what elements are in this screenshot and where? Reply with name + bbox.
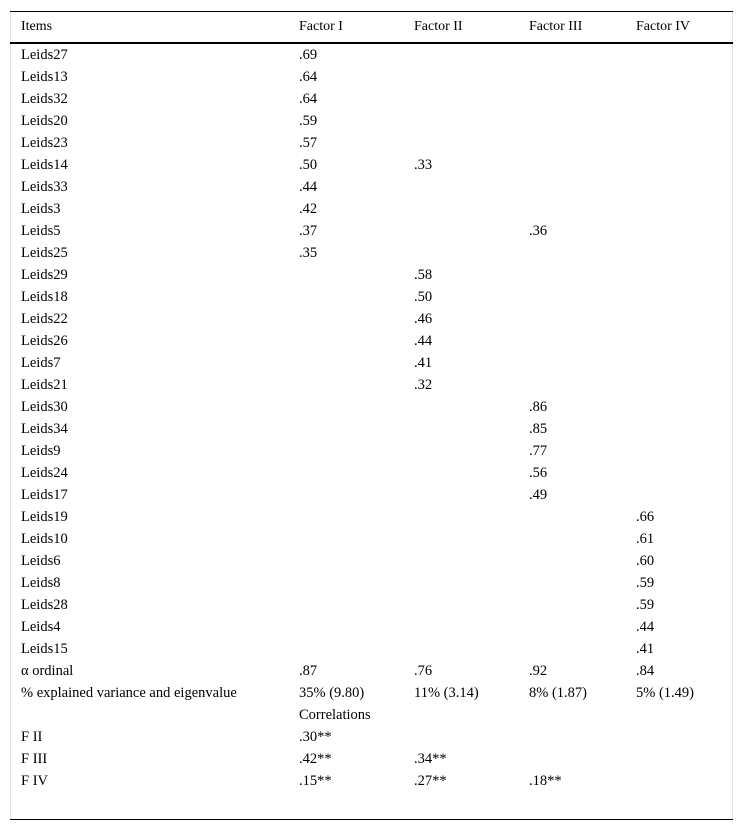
cell-factor-1: .42** [299, 751, 332, 767]
cell-item: α ordinal [21, 663, 74, 679]
cell-factor-4: .41 [636, 641, 655, 657]
cell-item: Leids22 [21, 311, 68, 327]
cell-item: Leids23 [21, 135, 68, 151]
cell-item: Leids14 [21, 157, 68, 173]
table-row [0, 506, 744, 528]
cell-factor-4: .59 [636, 597, 655, 613]
cell-item: Leids20 [21, 113, 68, 129]
cell-item: Leids26 [21, 333, 68, 349]
table-row [0, 264, 744, 286]
cell-factor-2: .50 [414, 289, 433, 305]
cell-item: Leids18 [21, 289, 68, 305]
table-row [0, 726, 744, 748]
cell-factor-1: .42 [299, 201, 318, 217]
cell-factor-4: .84 [636, 663, 655, 679]
cell-item: Leids3 [21, 201, 61, 217]
header-factor-4: Factor IV [636, 19, 691, 34]
table-row [0, 110, 744, 132]
cell-factor-2: .27** [414, 773, 447, 789]
cell-factor-1: .37 [299, 223, 318, 239]
cell-item: Leids10 [21, 531, 68, 547]
cell-factor-2: 11% (3.14) [414, 685, 479, 701]
table-row [0, 528, 744, 550]
cell-item: F II [21, 729, 43, 745]
table-row [0, 374, 744, 396]
header-factor-2: Factor II [414, 19, 463, 34]
cell-item: Leids30 [21, 399, 68, 415]
cell-factor-3: .49 [529, 487, 548, 503]
table-row [0, 418, 744, 440]
cell-item: Leids17 [21, 487, 68, 503]
cell-factor-2: .41 [414, 355, 433, 371]
cell-item: Leids28 [21, 597, 68, 613]
cell-factor-4: .66 [636, 509, 655, 525]
cell-item: Leids25 [21, 245, 68, 261]
table-header-row [0, 16, 744, 38]
cell-item: Leids27 [21, 47, 68, 63]
cell-factor-1: .64 [299, 69, 318, 85]
cell-factor-4: .59 [636, 575, 655, 591]
cell-factor-3: .56 [529, 465, 548, 481]
cell-item: Leids7 [21, 355, 61, 371]
table-row [0, 176, 744, 198]
cell-factor-1: Correlations [299, 707, 371, 723]
cell-item: Leids34 [21, 421, 68, 437]
table-row [0, 484, 744, 506]
table-bottom-rule [10, 819, 733, 820]
cell-factor-3: .92 [529, 663, 548, 679]
cell-factor-4: 5% (1.49) [636, 685, 694, 701]
table-row [0, 440, 744, 462]
table-row [0, 660, 744, 682]
cell-item: Leids9 [21, 443, 61, 459]
cell-factor-1: .69 [299, 47, 318, 63]
table-row [0, 550, 744, 572]
cell-item: Leids4 [21, 619, 61, 635]
cell-factor-2: .32 [414, 377, 433, 393]
cell-item: Leids6 [21, 553, 61, 569]
cell-item: Leids29 [21, 267, 68, 283]
table-row [0, 308, 744, 330]
cell-item: F IV [21, 773, 48, 789]
cell-factor-3: 8% (1.87) [529, 685, 587, 701]
cell-factor-4: .61 [636, 531, 655, 547]
cell-factor-1: .64 [299, 91, 318, 107]
cell-factor-2: .76 [414, 663, 433, 679]
table-row [0, 330, 744, 352]
table-row [0, 132, 744, 154]
table-row [0, 286, 744, 308]
table-row [0, 352, 744, 374]
cell-item: Leids15 [21, 641, 68, 657]
table-row [0, 638, 744, 660]
cell-factor-3: .77 [529, 443, 548, 459]
table-top-rule [10, 11, 733, 12]
cell-factor-1: .87 [299, 663, 318, 679]
cell-factor-4: .44 [636, 619, 655, 635]
table-row [0, 242, 744, 264]
cell-factor-1: .57 [299, 135, 318, 151]
cell-factor-1: .15** [299, 773, 332, 789]
table-row [0, 770, 744, 792]
table-row [0, 220, 744, 242]
cell-item: Leids32 [21, 91, 68, 107]
cell-item: Leids8 [21, 575, 61, 591]
table-row [0, 682, 744, 704]
table-row [0, 594, 744, 616]
header-factor-1: Factor I [299, 19, 343, 34]
cell-factor-1: .44 [299, 179, 318, 195]
cell-item: F III [21, 751, 48, 767]
header-factor-3: Factor III [529, 19, 583, 34]
cell-factor-2: .58 [414, 267, 433, 283]
cell-factor-2: .33 [414, 157, 433, 173]
cell-item: Leids5 [21, 223, 61, 239]
table-row [0, 198, 744, 220]
cell-factor-3: .18** [529, 773, 562, 789]
cell-item: Leids19 [21, 509, 68, 525]
cell-factor-2: .34** [414, 751, 447, 767]
cell-item: % explained variance and eigenvalue [21, 685, 237, 701]
cell-factor-3: .36 [529, 223, 548, 239]
cell-factor-3: .86 [529, 399, 548, 415]
table-row [0, 748, 744, 770]
cell-factor-1: .30** [299, 729, 332, 745]
cell-factor-1: .59 [299, 113, 318, 129]
cell-factor-1: 35% (9.80) [299, 685, 365, 701]
cell-factor-2: .44 [414, 333, 433, 349]
table-row [0, 396, 744, 418]
table-row [0, 572, 744, 594]
table-row [0, 462, 744, 484]
table-row [0, 44, 744, 66]
cell-factor-1: .50 [299, 157, 318, 173]
cell-item: Leids33 [21, 179, 68, 195]
table-row [0, 154, 744, 176]
cell-item: Leids13 [21, 69, 68, 85]
table-row [0, 88, 744, 110]
cell-factor-4: .60 [636, 553, 655, 569]
cell-factor-3: .85 [529, 421, 548, 437]
cell-item: Leids21 [21, 377, 68, 393]
cell-item: Leids24 [21, 465, 68, 481]
table-row [0, 704, 744, 726]
cell-factor-2: .46 [414, 311, 433, 327]
table-row [0, 616, 744, 638]
header-items: Items [21, 19, 53, 34]
cell-factor-1: .35 [299, 245, 318, 261]
table-row [0, 66, 744, 88]
